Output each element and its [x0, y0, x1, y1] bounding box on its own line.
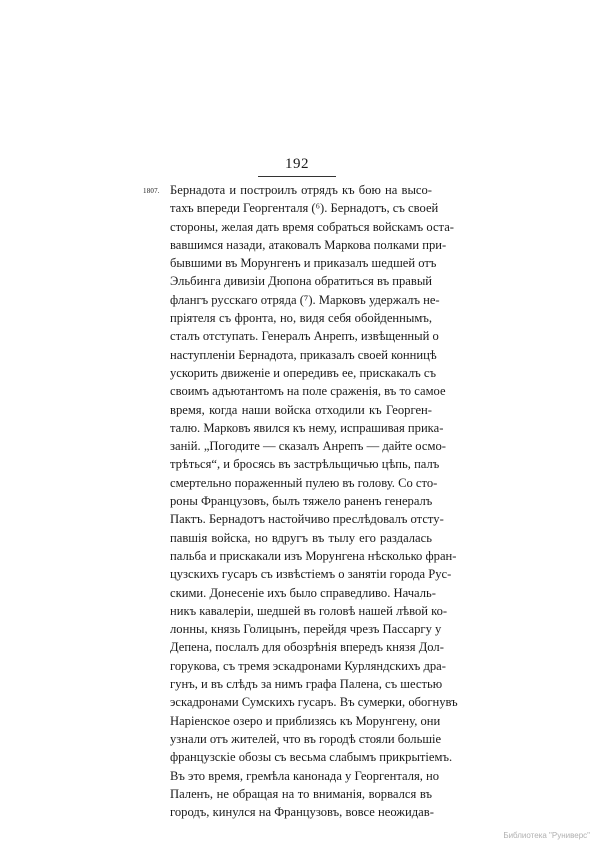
- text-line: флангъ русскаго отряда (⁷). Марковъ удержалъ не-: [170, 292, 440, 307]
- text-line: смертельно пораженный пулею въ голову. Со сто-: [170, 475, 438, 490]
- text-line: наступленіи Бернадота, приказалъ своей конницѣ: [170, 347, 437, 362]
- text-line: лонны, князь Голицынъ, перейдя чрезъ Пассаргу у: [170, 622, 442, 637]
- text-line: заній. „Погодите — сказалъ Анрепъ — дайте осмо-: [170, 439, 446, 454]
- text-line: эскадронами Сумскихъ гусаръ. Въ сумерки, обогнувъ: [170, 695, 458, 710]
- text-line: цузскихъ гусаръ съ извѣстіемъ о занятіи города Рус-: [170, 567, 452, 582]
- text-line: Депена, послалъ для обозрѣнія впередъ князя Дол-: [170, 640, 444, 655]
- page-number-rule: [258, 176, 336, 177]
- text-line: павшія войска, но вдругъ въ тылу его раздалась: [170, 530, 432, 545]
- text-line: Бернадота и построилъ отрядъ къ бою на высо-: [170, 183, 432, 197]
- library-watermark: Библиотека "Руниверс": [503, 831, 590, 840]
- text-line: Въ это время, гремѣла канонада у Георгенталя, но: [170, 768, 440, 783]
- text-line: стороны, желая дать время собраться войскамъ оста-: [170, 219, 454, 234]
- text-line: трѣться“, и бросясь въ застрѣльщичью цѣпь, палъ: [170, 457, 440, 472]
- text-line: узнали отъ жителей, что въ городѣ стояли большіе: [170, 731, 442, 746]
- text-line: Эльбинга дивизіи Дюпона обратиться въ правый: [170, 274, 433, 289]
- text-line: Пактъ. Бернадотъ настойчиво преслѣдовалъ отсту-: [170, 512, 444, 527]
- page-number: 192: [285, 156, 309, 172]
- text-line: ускорить движеніе и опередивъ ее, прискакалъ съ: [170, 365, 436, 380]
- text-line: роны Французовъ, былъ тяжело раненъ генералъ: [170, 494, 433, 509]
- text-line: Наріенское озеро и приблизясь къ Морунгену, они: [170, 713, 441, 728]
- text-line: вавшимся назади, атаковалъ Маркова полками при-: [170, 237, 447, 252]
- text-line: гунъ, и въ слѣдъ за нимъ графа Палена, съ шестью: [170, 677, 443, 692]
- text-line: Паленъ, не обращая на то вниманія, ворвался въ: [170, 786, 432, 801]
- text-line: талю. Марковъ явился къ нему, испрашивая прика-: [170, 420, 444, 435]
- text-line: французскіе обозы съ весьма слабымъ прикрытіемъ.: [170, 750, 453, 765]
- text-line: своимъ адъютантомъ на поле сраженія, въ то самое: [170, 384, 446, 399]
- text-line: скими. Донесеніе ихъ было справедливо. Началь-: [170, 585, 436, 600]
- text-line: никъ кавалеріи, шедшей въ головѣ нашей лѣвой ко-: [170, 603, 448, 618]
- text-line: горукова, съ тремя эскадронами Курляндскихъ дра-: [170, 658, 446, 673]
- text-line: пріятеля съ фронта, но, видя себя обойденнымъ,: [170, 311, 432, 326]
- margin-year-note: 1807.: [143, 187, 160, 195]
- text-line: бывшими въ Морунгенъ и приказалъ шедшей отъ: [170, 256, 437, 271]
- text-line: сталъ отступать. Генералъ Анрепъ, извѣщенный о: [170, 329, 439, 344]
- text-line: пальба и прискакали изъ Морунгена нѣсколько фран-: [170, 548, 457, 563]
- text-line: городъ, кинулся на Французовъ, вовсе неожидав-: [170, 805, 434, 820]
- text-line: тахъ впереди Георгенталя (⁶). Бернадотъ, съ своей: [170, 201, 439, 216]
- text-line: время, когда наши войска отходили къ Георген-: [170, 402, 432, 417]
- body-text: [170, 181, 458, 821]
